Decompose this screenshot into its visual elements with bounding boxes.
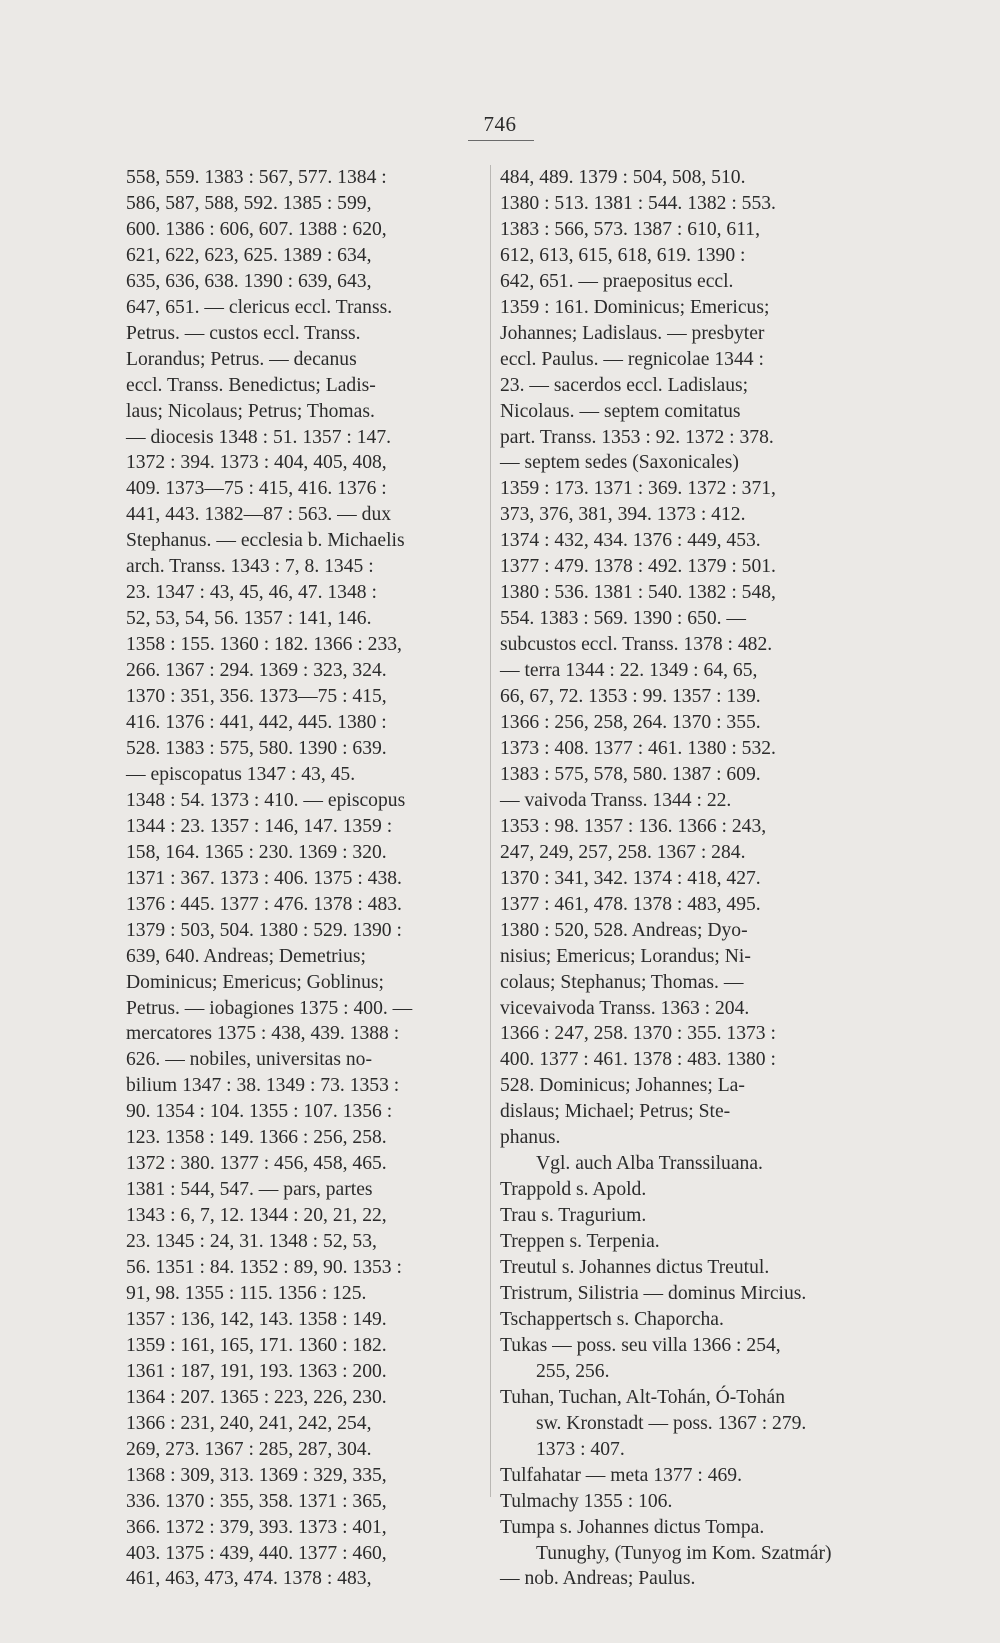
index-line: 600. 1386 : 606, 607. 1388 : 620, <box>126 218 387 240</box>
index-line: 90. 1354 : 104. 1355 : 107. 1356 : <box>126 1101 393 1123</box>
index-line: 528. Dominicus; Johannes; La- <box>500 1075 745 1097</box>
index-line: 441, 443. 1382—87 : 563. — dux <box>126 504 392 526</box>
index-line: 1370 : 341, 342. 1374 : 418, 427. <box>500 867 761 889</box>
index-line: 266. 1367 : 294. 1369 : 323, 324. <box>126 660 387 682</box>
index-line: 373, 376, 381, 394. 1373 : 412. <box>500 504 746 526</box>
index-line: 1359 : 161. Dominicus; Emericus; <box>500 296 770 318</box>
index-line: — nob. Andreas; Paulus. <box>500 1568 696 1590</box>
index-line: 1359 : 161, 165, 171. 1360 : 182. <box>126 1334 387 1356</box>
index-line: 1377 : 479. 1378 : 492. 1379 : 501. <box>500 556 776 578</box>
index-line: — terra 1344 : 22. 1349 : 64, 65, <box>500 660 758 682</box>
index-line: sw. Kronstadt — poss. 1367 : 279. <box>536 1412 807 1434</box>
index-line: 484, 489. 1379 : 504, 508, 510. <box>500 167 746 188</box>
index-line: 1381 : 544, 547. — pars, partes <box>126 1179 373 1201</box>
index-line: laus; Nicolaus; Petrus; Thomas. <box>126 400 375 422</box>
index-line: 1373 : 407. <box>536 1438 625 1460</box>
index-line: phanus. <box>500 1127 561 1149</box>
index-line: Dominicus; Emericus; Goblinus; <box>126 971 384 993</box>
index-line: 23. — sacerdos eccl. Ladislaus; <box>500 374 749 396</box>
index-line: Vgl. auch Alba Transsiluana. <box>536 1153 763 1175</box>
index-line: 1359 : 173. 1371 : 369. 1372 : 371, <box>500 478 776 500</box>
index-line: 1366 : 256, 258, 264. 1370 : 355. <box>500 712 761 734</box>
index-line: 158, 164. 1365 : 230. 1369 : 320. <box>126 841 387 863</box>
index-line: 52, 53, 54, 56. 1357 : 141, 146. <box>126 608 372 630</box>
index-line: 639, 640. Andreas; Demetrius; <box>126 945 366 967</box>
index-line: — episcopatus 1347 : 43, 45. <box>126 763 356 785</box>
index-line: — diocesis 1348 : 51. 1357 : 147. <box>126 426 392 448</box>
index-line: 1370 : 351, 356. 1373—75 : 415, <box>126 686 387 708</box>
index-line: 403. 1375 : 439, 440. 1377 : 460, <box>126 1542 387 1564</box>
index-line: 1368 : 309, 313. 1369 : 329, 335, <box>126 1464 387 1486</box>
index-line: 1380 : 513. 1381 : 544. 1382 : 553. <box>500 192 776 214</box>
index-line: 409. 1373—75 : 415, 416. 1376 : <box>126 478 387 500</box>
index-line: 123. 1358 : 149. 1366 : 256, 258. <box>126 1127 387 1149</box>
index-line: Petrus. — custos eccl. Transs. <box>126 322 361 344</box>
index-line: 336. 1370 : 355, 358. 1371 : 365, <box>126 1490 387 1512</box>
index-line: 269, 273. 1367 : 285, 287, 304. <box>126 1438 372 1460</box>
index-line: arch. Transs. 1343 : 7, 8. 1345 : <box>126 556 374 578</box>
index-line: 1374 : 432, 434. 1376 : 449, 453. <box>500 530 761 552</box>
index-line: vicevaivoda Transs. 1363 : 204. <box>500 997 750 1019</box>
index-line: Tuhan, Tuchan, Alt-Tohán, Ó-Tohán <box>500 1386 785 1408</box>
index-line: dislaus; Michael; Petrus; Ste- <box>500 1101 731 1123</box>
index-line: colaus; Stephanus; Thomas. — <box>500 971 744 993</box>
index-line: Nicolaus. — septem comitatus <box>500 400 741 422</box>
index-line: 1380 : 536. 1381 : 540. 1382 : 548, <box>500 582 776 604</box>
index-line: Tristrum, Silistria — dominus Mircius. <box>500 1282 807 1304</box>
index-line: 66, 67, 72. 1353 : 99. 1357 : 139. <box>500 686 761 708</box>
index-line: 626. — nobiles, universitas no- <box>126 1049 372 1071</box>
index-line: Lorandus; Petrus. — decanus <box>126 348 357 370</box>
index-line: 23. 1345 : 24, 31. 1348 : 52, 53, <box>126 1231 377 1253</box>
index-line: 400. 1377 : 461. 1378 : 483. 1380 : <box>500 1049 776 1071</box>
index-line: 1343 : 6, 7, 12. 1344 : 20, 21, 22, <box>126 1205 387 1227</box>
page-number: 746 <box>483 112 517 136</box>
index-line: Johannes; Ladislaus. — presbyter <box>500 322 765 344</box>
index-line: 621, 622, 623, 625. 1389 : 634, <box>126 244 372 266</box>
index-line: 56. 1351 : 84. 1352 : 89, 90. 1353 : <box>126 1257 402 1279</box>
index-line: 647, 651. — clericus eccl. Transs. <box>126 296 393 318</box>
column-divider <box>490 165 491 1497</box>
index-line: eccl. Transs. Benedictus; Ladis- <box>126 374 376 396</box>
index-line: 554. 1383 : 569. 1390 : 650. — <box>500 608 747 630</box>
index-line: 1383 : 575, 578, 580. 1387 : 609. <box>500 763 761 785</box>
index-line: — septem sedes (Saxonicales) <box>500 452 739 474</box>
index-line: — vaivoda Transs. 1344 : 22. <box>500 789 732 811</box>
index-line: Treppen s. Terpenia. <box>500 1231 660 1253</box>
index-line: 247, 249, 257, 258. 1367 : 284. <box>500 841 746 863</box>
index-line: Trappold s. Apold. <box>500 1179 647 1201</box>
index-line: Tumpa s. Johannes dictus Tompa. <box>500 1516 765 1538</box>
index-line: Treutul s. Johannes dictus Treutul. <box>500 1257 770 1279</box>
index-line: 1366 : 231, 240, 241, 242, 254, <box>126 1412 372 1434</box>
page-number-rule <box>468 140 534 141</box>
index-line: 1361 : 187, 191, 193. 1363 : 200. <box>126 1360 387 1382</box>
index-line: 642, 651. — praepositus eccl. <box>500 270 734 292</box>
index-line: 586, 587, 588, 592. 1385 : 599, <box>126 192 372 214</box>
index-line: 635, 636, 638. 1390 : 639, 643, <box>126 270 372 292</box>
index-line: 1371 : 367. 1373 : 406. 1375 : 438. <box>126 867 402 889</box>
index-line: 1376 : 445. 1377 : 476. 1378 : 483. <box>126 893 402 915</box>
left-column <box>126 165 476 1592</box>
index-line: 416. 1376 : 441, 442, 445. 1380 : <box>126 712 387 734</box>
index-line: nisius; Emericus; Lorandus; Ni- <box>500 945 751 967</box>
index-line: 1372 : 380. 1377 : 456, 458, 465. <box>126 1153 387 1175</box>
index-line: 1372 : 394. 1373 : 404, 405, 408, <box>126 452 387 474</box>
index-line: 1353 : 98. 1357 : 136. 1366 : 243, <box>500 815 767 837</box>
index-line: Tulmachy 1355 : 106. <box>500 1490 673 1512</box>
index-line: part. Transs. 1353 : 92. 1372 : 378. <box>500 426 774 448</box>
index-line: Trau s. Tragurium. <box>500 1205 647 1227</box>
index-line: 1379 : 503, 504. 1380 : 529. 1390 : <box>126 919 402 941</box>
index-line: Tunughy, (Tunyog im Kom. Szatmár) <box>536 1542 832 1564</box>
index-line: 1358 : 155. 1360 : 182. 1366 : 233, <box>126 634 402 656</box>
index-line: 1357 : 136, 142, 143. 1358 : 149. <box>126 1308 387 1330</box>
index-line: 1348 : 54. 1373 : 410. — episcopus <box>126 789 406 811</box>
index-line: 1373 : 408. 1377 : 461. 1380 : 532. <box>500 737 776 759</box>
index-line: 366. 1372 : 379, 393. 1373 : 401, <box>126 1516 387 1538</box>
index-line: 1383 : 566, 573. 1387 : 610, 611, <box>500 218 760 240</box>
index-line: eccl. Paulus. — regnicolae 1344 : <box>500 348 764 370</box>
index-line: Tulfahatar — meta 1377 : 469. <box>500 1464 742 1486</box>
index-line: subcustos eccl. Transs. 1378 : 482. <box>500 634 773 656</box>
index-line: 558, 559. 1383 : 567, 577. 1384 : <box>126 167 387 188</box>
index-line: 23. 1347 : 43, 45, 46, 47. 1348 : <box>126 582 377 604</box>
index-line: Petrus. — iobagiones 1375 : 400. — <box>126 997 413 1019</box>
index-line: 1364 : 207. 1365 : 223, 226, 230. <box>126 1386 387 1408</box>
index-line: Tschappertsch s. Chaporcha. <box>500 1308 724 1330</box>
index-line: 1366 : 247, 258. 1370 : 355. 1373 : <box>500 1023 776 1045</box>
index-line: 461, 463, 473, 474. 1378 : 483, <box>126 1568 372 1590</box>
index-line: bilium 1347 : 38. 1349 : 73. 1353 : <box>126 1075 400 1097</box>
index-line: 1380 : 520, 528. Andreas; Dyo- <box>500 919 748 941</box>
index-line: 612, 613, 615, 618, 619. 1390 : <box>500 244 746 266</box>
index-line: 91, 98. 1355 : 115. 1356 : 125. <box>126 1282 367 1304</box>
index-line: Tukas — poss. seu villa 1366 : 254, <box>500 1334 781 1356</box>
index-line: 528. 1383 : 575, 580. 1390 : 639. <box>126 737 387 759</box>
index-line: 1344 : 23. 1357 : 146, 147. 1359 : <box>126 815 393 837</box>
index-line: Stephanus. — ecclesia b. Michaelis <box>126 530 405 552</box>
index-line: mercatores 1375 : 438, 439. 1388 : <box>126 1023 400 1045</box>
right-column <box>500 165 902 1592</box>
index-line: 1377 : 461, 478. 1378 : 483, 495. <box>500 893 761 915</box>
index-line: 255, 256. <box>536 1360 610 1382</box>
